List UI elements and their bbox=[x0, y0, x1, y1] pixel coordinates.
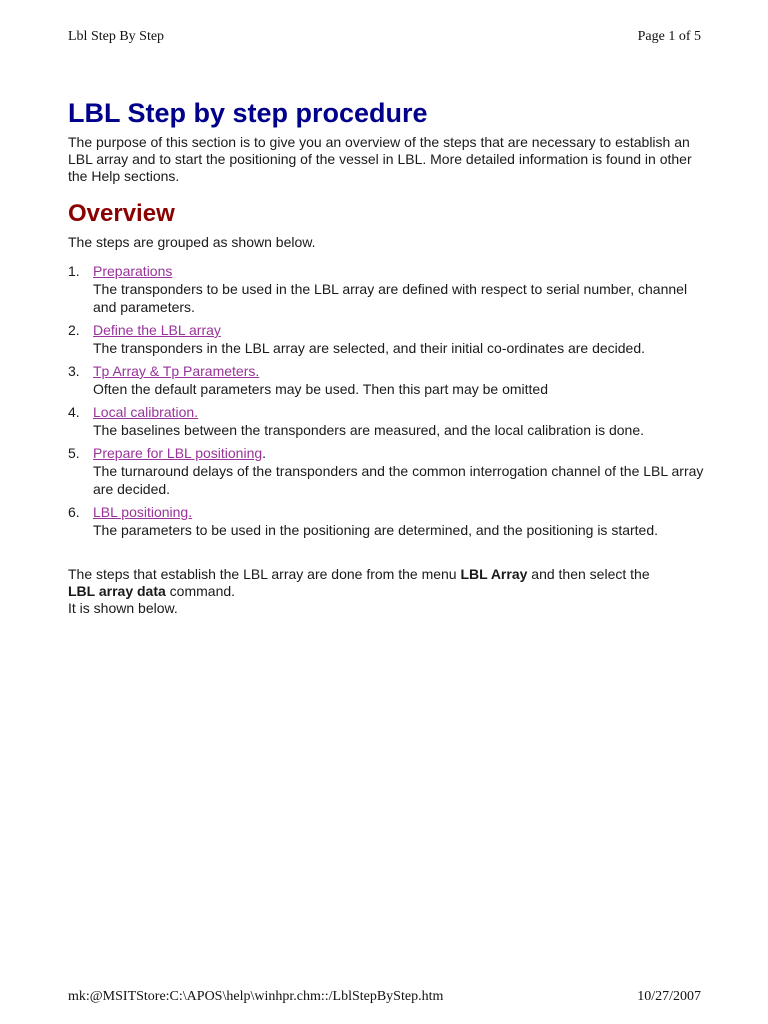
step-item bbox=[68, 362, 708, 398]
step-description: The transponders in the LBL array are selected, and their initial co-ordinates are decided. bbox=[93, 340, 646, 356]
closing-text: The steps that establish the LBL array are done from the menu bbox=[68, 566, 461, 582]
running-footer bbox=[68, 989, 701, 1005]
step-number: 2. bbox=[68, 322, 80, 338]
menu-name-lbl-array: LBL Array bbox=[460, 566, 528, 582]
step-link-prepare-lbl-positioning[interactable]: Prepare for LBL positioning bbox=[93, 445, 263, 461]
step-description: The parameters to be used in the positioning are determined, and the positioning is started. bbox=[93, 522, 659, 538]
document-content bbox=[68, 96, 708, 617]
step-link-preparations[interactable]: Preparations bbox=[93, 263, 173, 279]
step-description: The transponders to be used in the LBL array are defined with respect to serial number, channel and parameters. bbox=[93, 281, 688, 315]
command-name-lbl-array-data: LBL array data bbox=[68, 583, 166, 599]
step-link-tp-array-parameters[interactable]: Tp Array & Tp Parameters. bbox=[93, 363, 260, 379]
step-link-lbl-positioning[interactable]: LBL positioning. bbox=[93, 504, 193, 520]
step-number: 4. bbox=[68, 404, 80, 420]
step-item bbox=[68, 503, 708, 539]
step-item bbox=[68, 321, 708, 357]
closing-paragraph bbox=[68, 566, 708, 617]
step-link-suffix: . bbox=[262, 445, 267, 461]
footer-path: mk:@MSITStore:C:\APOS\help\winhpr.chm::/LblStepByStep.htm bbox=[68, 989, 444, 1004]
running-header bbox=[68, 29, 701, 45]
step-item bbox=[68, 262, 708, 316]
header-page-indicator: Page 1 of 5 bbox=[637, 29, 701, 44]
overview-heading: Overview bbox=[68, 200, 175, 227]
step-description: Often the default parameters may be used. Then this part may be omitted bbox=[93, 381, 548, 397]
step-item bbox=[68, 403, 708, 439]
closing-line-2: It is shown below. bbox=[68, 600, 178, 616]
step-number: 6. bbox=[68, 504, 80, 520]
step-description: The turnaround delays of the transponders and the common interrogation channel of the LBL array are decided. bbox=[93, 463, 704, 497]
step-number: 1. bbox=[68, 263, 80, 279]
step-number: 3. bbox=[68, 363, 80, 379]
page-title: LBL Step by step procedure bbox=[68, 98, 428, 128]
step-link-local-calibration[interactable]: Local calibration. bbox=[93, 404, 199, 420]
grouped-text: The steps are grouped as shown below. bbox=[68, 234, 316, 250]
header-doc-title: Lbl Step By Step bbox=[68, 29, 165, 44]
intro-paragraph: The purpose of this section is to give you an overview of the steps that are necessary to establish an LBL array and to start the positioning of the vessel in LBL. More detailed information is found in other the Help sections. bbox=[68, 134, 692, 184]
step-link-define-lbl-array[interactable]: Define the LBL array bbox=[93, 322, 221, 338]
step-number: 5. bbox=[68, 445, 80, 461]
closing-text: command. bbox=[165, 583, 236, 599]
step-item bbox=[68, 444, 708, 498]
step-description: The baselines between the transponders are measured, and the local calibration is done. bbox=[93, 422, 645, 438]
steps-list bbox=[68, 262, 708, 539]
closing-text: and then select the bbox=[527, 566, 650, 582]
footer-date: 10/27/2007 bbox=[637, 989, 701, 1004]
